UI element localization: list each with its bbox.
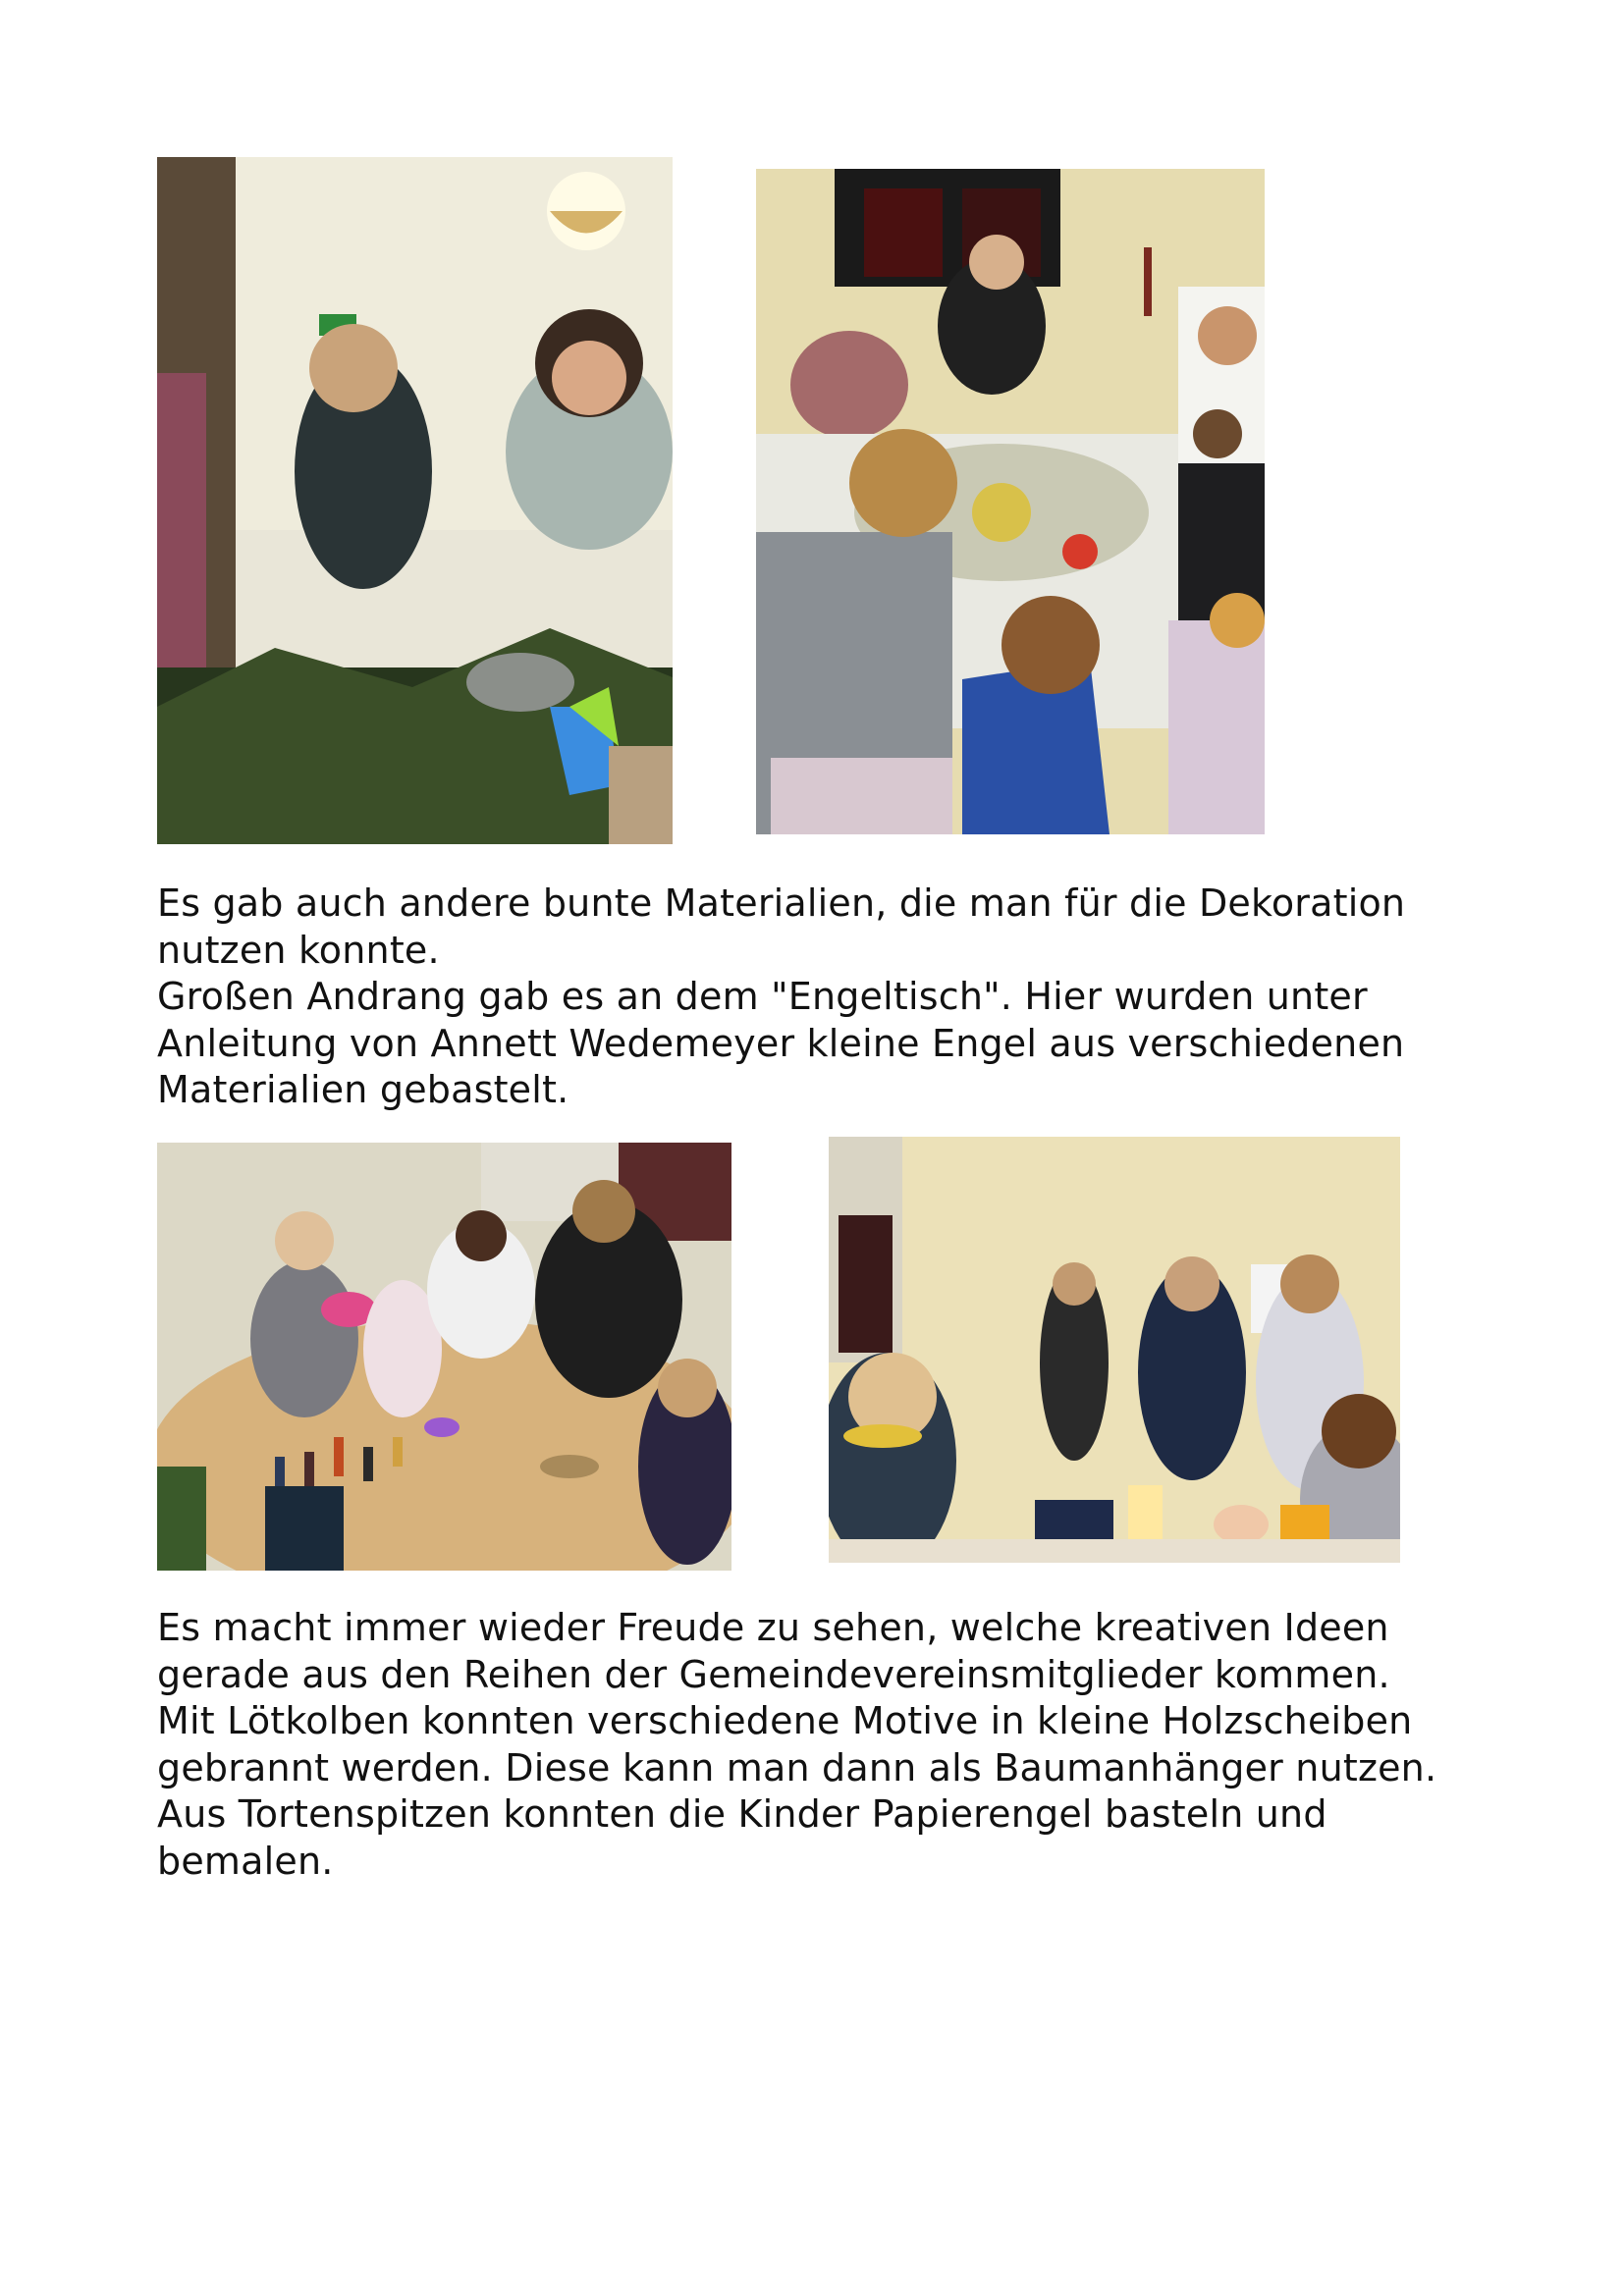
text-line: nutzen konnte. xyxy=(157,928,440,972)
text-line: gerade aus den Reihen der Gemeindevereinsmitglieder kommen. xyxy=(157,1652,1390,1696)
text-line: Aus Tortenspitzen konnten die Kinder Papierengel basteln und xyxy=(157,1792,1327,1836)
text-line: Großen Andrang gab es an dem "Engeltisch". Hier wurden unter xyxy=(157,975,1368,1018)
photo-crafting-table xyxy=(756,169,1265,834)
photo-wreath-making xyxy=(157,157,673,844)
text-line: Anleitung von Annett Wedemeyer kleine Engel aus verschiedenen xyxy=(157,1021,1405,1065)
text-line: Es gab auch andere bunte Materialien, die man für die Dekoration xyxy=(157,881,1406,925)
photo-hall-visitors xyxy=(829,1137,1400,1563)
photo-angel-table xyxy=(157,1143,731,1571)
paragraph-decoration-materials xyxy=(157,881,1532,1114)
text-line: Mit Lötkolben konnten verschiedene Motive in kleine Holzscheiben xyxy=(157,1699,1413,1742)
text-line: Materialien gebastelt. xyxy=(157,1068,569,1111)
text-line: gebrannt werden. Diese kann man dann als Baumanhänger nutzen. xyxy=(157,1745,1437,1789)
text-line: bemalen. xyxy=(157,1839,334,1883)
text-line: Es macht immer wieder Freude zu sehen, welche kreativen Ideen xyxy=(157,1606,1389,1649)
paragraph-creative-ideas xyxy=(157,1605,1532,1885)
